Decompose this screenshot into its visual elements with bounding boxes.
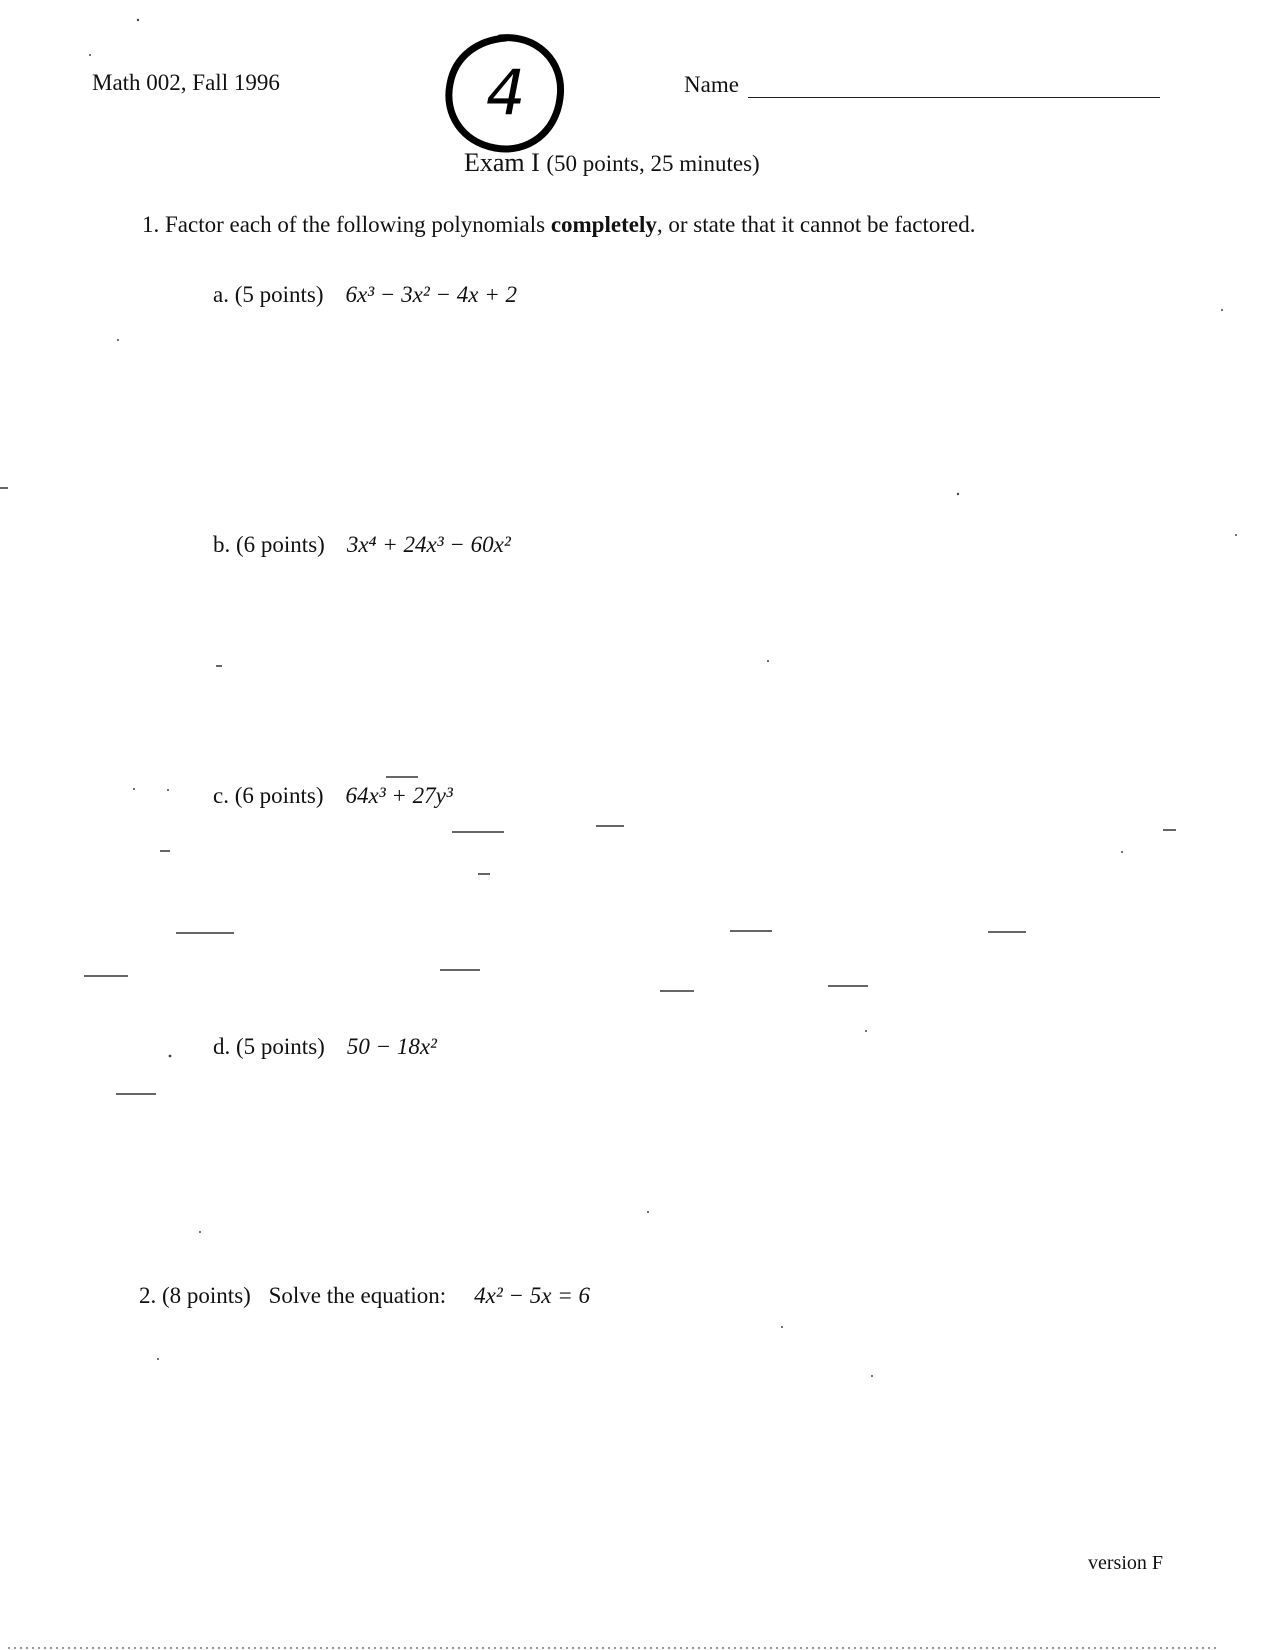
question-2-label: 2. (8 points) (139, 1283, 251, 1308)
exam-subtitle: (50 points, 25 minutes) (546, 151, 760, 176)
question-1-text-bold: completely (550, 212, 657, 237)
part-b-expression: 3x⁴ + 24x³ − 60x² (346, 532, 511, 557)
question-1-number: 1. (142, 212, 160, 237)
question-1-text-before: Factor each of the following polynomials (165, 212, 551, 237)
name-blank-line (748, 97, 1160, 98)
course-title: Math 002, Fall 1996 (92, 70, 280, 95)
question-1c (213, 783, 453, 809)
exam-heading (464, 148, 760, 178)
question-1d (213, 1034, 437, 1060)
question-1a (213, 282, 517, 308)
part-c-label: c. (6 points) (213, 783, 324, 808)
question-1b (213, 532, 511, 558)
version-label: version F (1088, 1552, 1163, 1574)
question-2-expression: 4x² − 5x = 6 (474, 1283, 590, 1308)
question-2-instruction: Solve the equation: (268, 1283, 447, 1308)
part-a-label: a. (5 points) (213, 282, 324, 307)
question-2 (139, 1283, 590, 1309)
part-b-label: b. (6 points) (213, 532, 325, 557)
question-1-text-after: , or state that it cannot be factored. (656, 212, 976, 237)
exam-title: Exam I (464, 148, 540, 177)
part-d-expression: 50 − 18x² (346, 1034, 437, 1059)
part-d-label: d. (5 points) (213, 1034, 325, 1059)
question-1-prompt (142, 212, 976, 238)
part-a-expression: 6x³ − 3x² − 4x + 2 (345, 282, 517, 307)
handwritten-circle-mark (440, 30, 570, 158)
name-label: Name (684, 72, 739, 97)
part-c-expression: 64x³ + 27y³ (345, 783, 453, 808)
handwritten-version-digit: 4 (486, 56, 526, 129)
